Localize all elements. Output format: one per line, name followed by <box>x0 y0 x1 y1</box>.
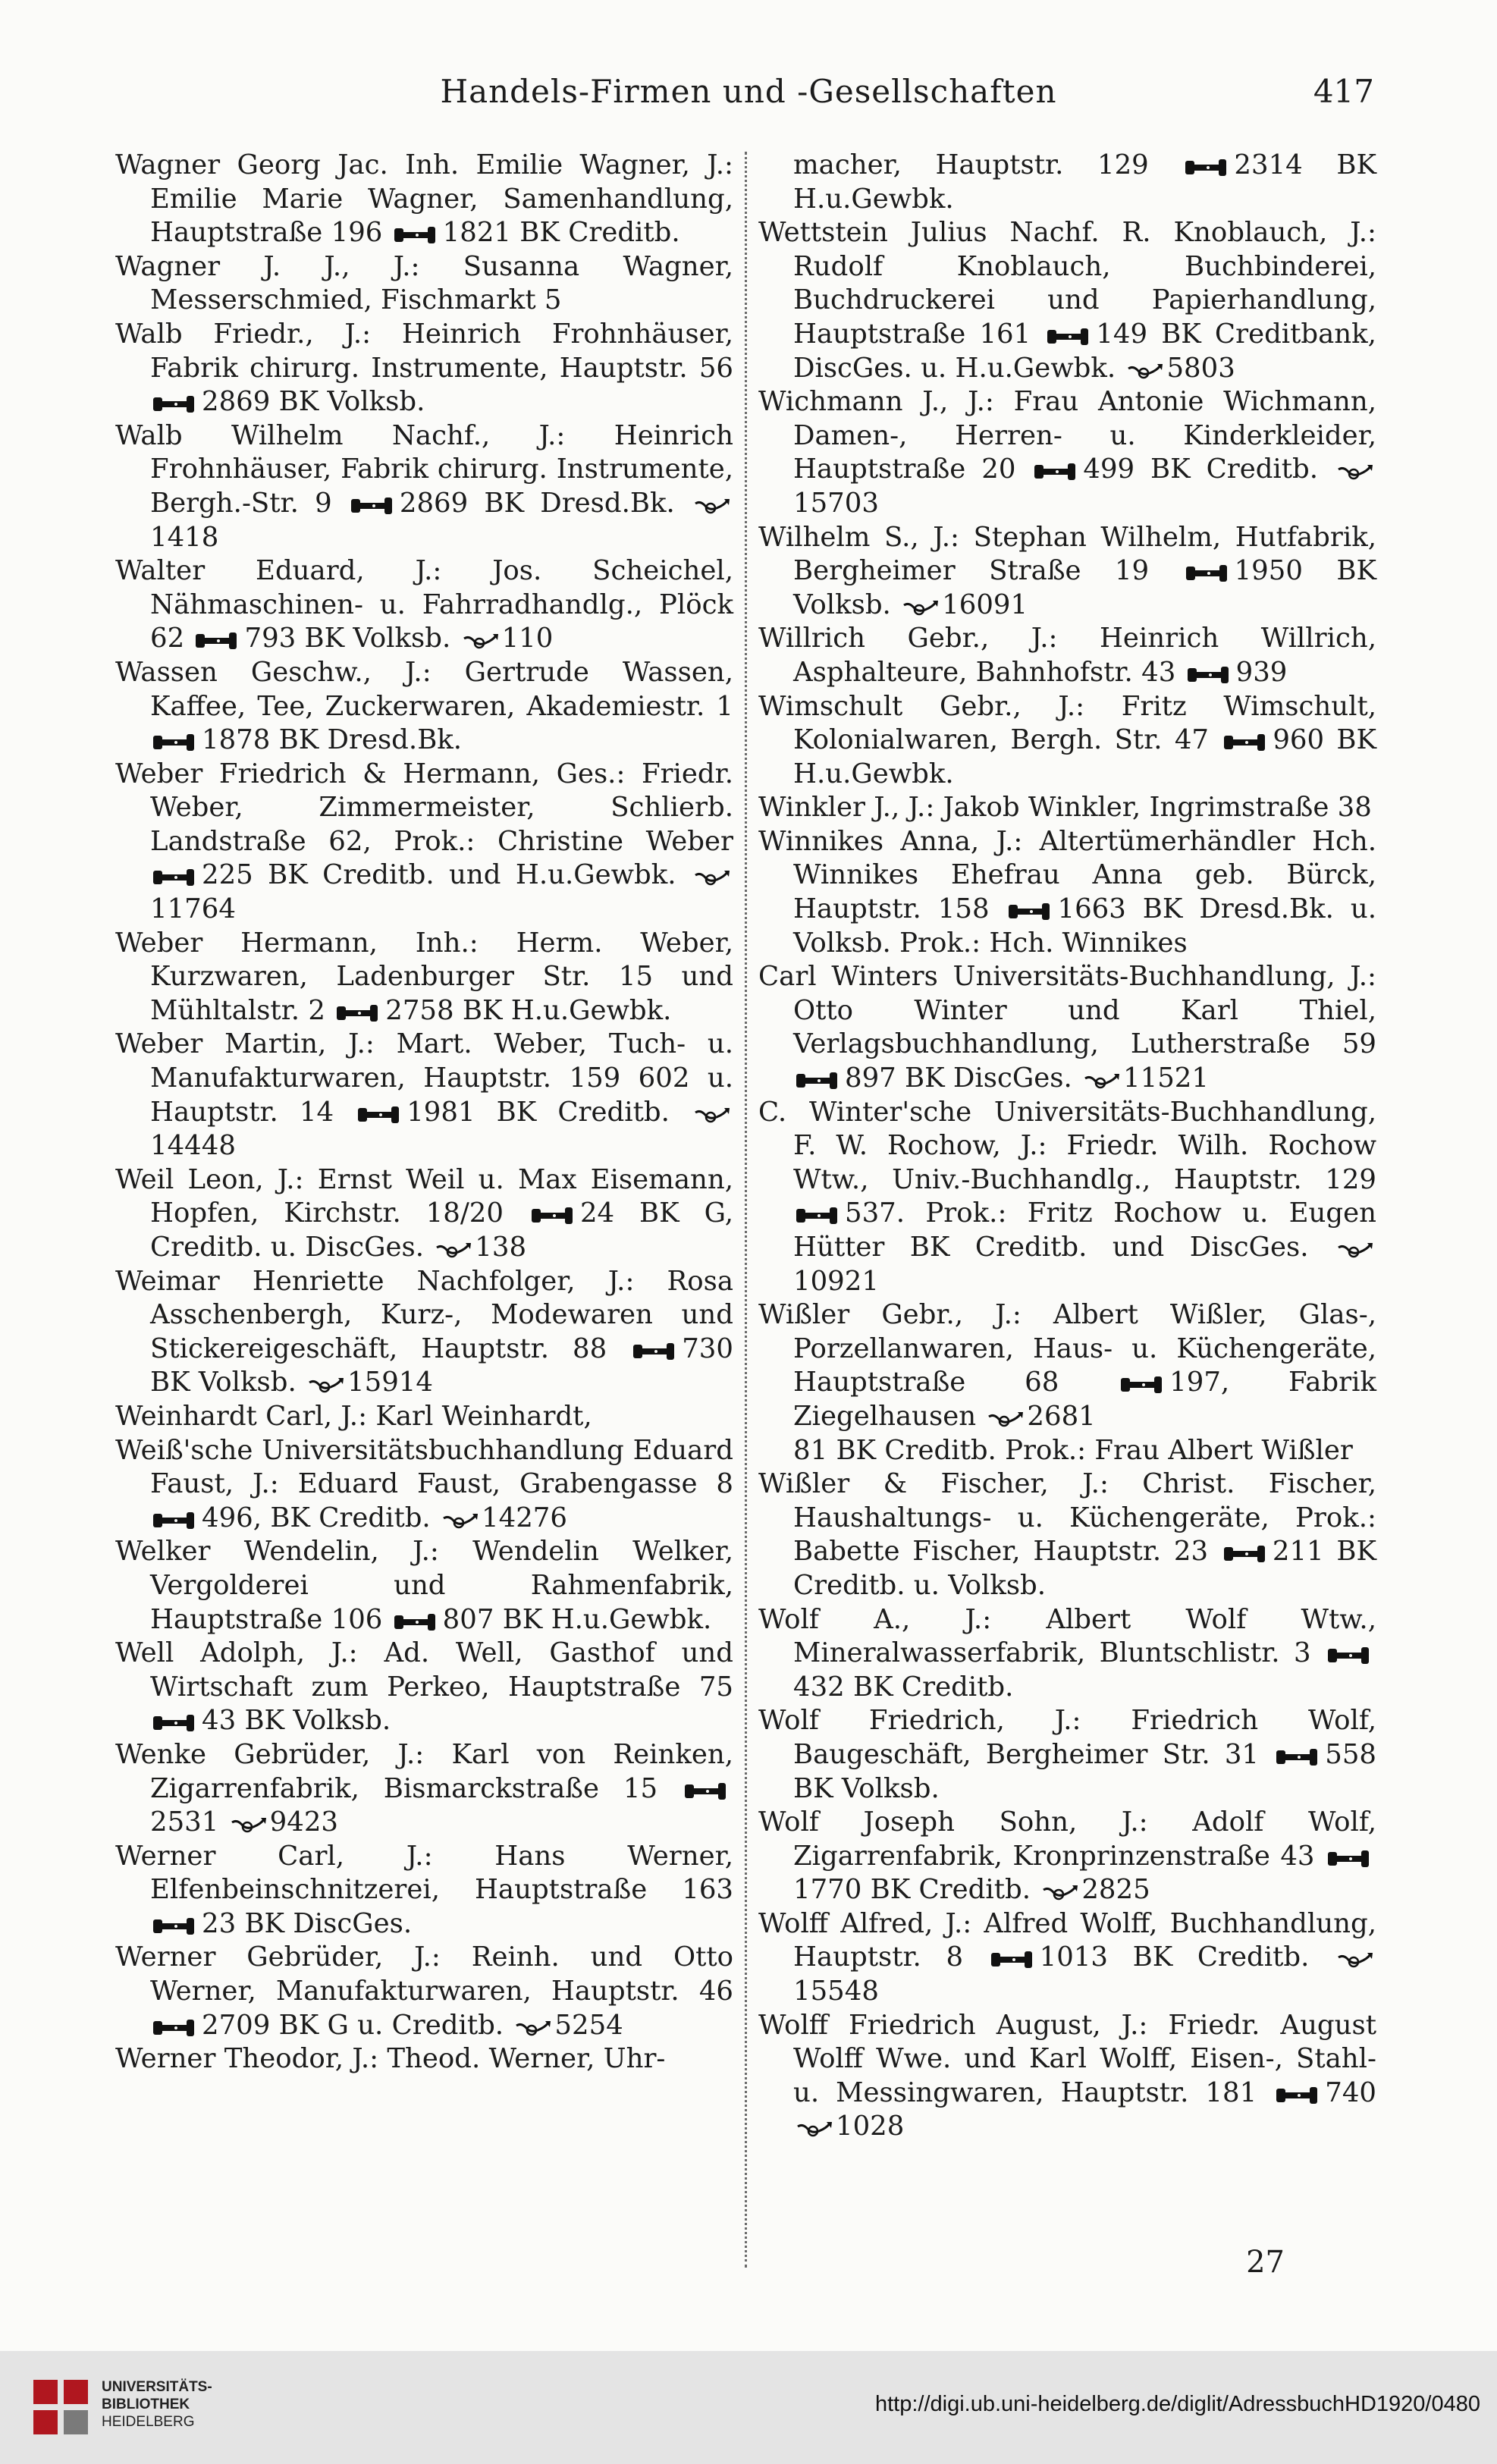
directory-entry <box>115 1028 733 1163</box>
entry-details: J.: Heinrich Willrich, Asphalteure, Bahnhofstr. 43 <box>793 623 1376 688</box>
entry-details: J.: Theod. Werner, Uhr- <box>352 2043 666 2075</box>
entry-details: J.: Fritz Wimschult, Kolonialwaren, Bergh. Str. 47 <box>793 690 1376 756</box>
posthorn-icon <box>987 1411 1024 1429</box>
telephone-icon <box>1328 1647 1373 1664</box>
directory-entry <box>758 1704 1376 1806</box>
telephone-icon <box>351 498 397 514</box>
entry-postcheck-number: 110 <box>501 623 554 654</box>
entry-phone-bank: 1770 BK Creditb. <box>793 1874 1031 1906</box>
library-line-2: BIBLIOTHEK <box>102 2397 190 2412</box>
entry-details: J.: Stephan Wilhelm, Hutfabrik, Bergheimer Straße 19 <box>793 521 1376 587</box>
entry-firm-name: Walb Friedr., <box>115 318 314 350</box>
entry-postcheck-number: 11521 <box>1123 1063 1209 1094</box>
entry-details: F. W. Rochow, J.: Friedr. Wilh. Rochow Wtw., Univ.-Buchhandlg., Hauptstr. 129 <box>793 1130 1376 1195</box>
page-header <box>0 65 1497 126</box>
posthorn-icon <box>1337 463 1373 482</box>
signature-number: 27 <box>1246 2245 1285 2280</box>
entry-postcheck-number: 5803 <box>1166 352 1235 384</box>
entry-firm-name: Welker Wendelin, <box>115 1536 379 1568</box>
entry-phone-bank: 211 BK Creditb. u. Volksb. <box>793 1536 1376 1601</box>
entry-details: J.: Jakob Winkler, Ingrimstraße 38 <box>908 792 1372 824</box>
entry-details: J.: Wendelin Welker, Vergolderei und Rahmenfabrik, Hauptstraße 106 <box>150 1536 733 1635</box>
entry-details: J.: Mart. Weber, Tuch- u. Manufakturwaren, Hauptstr. 159 602 u. Hauptstr. 14 <box>150 1028 734 1128</box>
entry-firm-name: Wolff Alfred, <box>758 1907 934 1939</box>
telephone-icon <box>1121 1376 1166 1393</box>
directory-entry <box>758 1907 1376 2009</box>
posthorn-icon <box>694 1106 730 1125</box>
entry-phone-bank: 537. Prok.: Fritz Rochow u. Eugen Hütter BK Creditb. und DiscGes. <box>793 1197 1376 1263</box>
entry-details: J.: Albert Wißler, Glas-, Porzellanwaren, Haus- u. Küchengeräte, Hauptstraße 68 <box>793 1299 1376 1398</box>
entry-details: J.: Frau Antonie Wichmann, Damen-, Herren- u. Kinderkleider, Hauptstraße 20 <box>793 386 1376 485</box>
telephone-icon <box>1009 903 1054 920</box>
entry-phone-bank: 149 BK Creditbank, DiscGes. u. H.u.Gewbk. <box>793 318 1376 384</box>
entry-firm-name: Wassen Geschw., <box>115 656 372 688</box>
entry-postcheck-number: 2825 <box>1081 1874 1150 1906</box>
directory-entry <box>758 791 1376 825</box>
entry-details: J.: Christ. Fischer, Haushaltungs- u. Küchengeräte, Prok.: Babette Fischer, Hauptstr. 23 <box>793 1468 1376 1568</box>
telephone-icon <box>1185 159 1231 176</box>
directory-entry <box>758 385 1376 520</box>
directory-entry <box>115 758 733 927</box>
directory-entry <box>758 1096 1376 1299</box>
entry-firm-name: Wolf Joseph Sohn, <box>758 1806 1078 1838</box>
entry-firm-name: Weber Hermann, <box>115 927 378 959</box>
entry-details: J.: Rosa Asschenbergh, Kurz-, Modewaren und Stickereigeschäft, Hauptstr. 88 <box>150 1265 733 1364</box>
entry-postcheck-number: 15914 <box>347 1367 433 1398</box>
entry-phone-bank: 2709 BK G u. Creditb. <box>202 2009 504 2041</box>
directory-entry <box>115 1434 733 1536</box>
directory-entry <box>758 1298 1376 1433</box>
entry-postcheck-number: 16091 <box>942 589 1028 620</box>
directory-entry <box>115 250 733 318</box>
directory-entry <box>758 1806 1376 1907</box>
entry-firm-name: Wenke Gebrüder, <box>115 1738 371 1770</box>
telephone-icon <box>153 734 199 751</box>
entry-postcheck-number: 10921 <box>793 1265 879 1297</box>
footer-bar <box>0 2351 1497 2464</box>
telephone-icon <box>1224 1546 1269 1562</box>
entry-phone-bank: 197, Fabrik Ziegelhausen <box>793 1367 1376 1432</box>
entry-firm-name: Werner Theodor, <box>115 2043 344 2075</box>
directory-entry <box>115 1265 733 1400</box>
entry-details: Ges.: Friedr. Weber, Zimmermeister, Schlierb. Landstraße 62, Prok.: Christine Weber <box>150 758 733 857</box>
entry-postcheck-number: 15703 <box>793 487 879 519</box>
right-column <box>758 149 1376 2144</box>
directory-entry <box>758 825 1376 960</box>
entry-firm-name: Weiß'sche Universitätsbuchhandlung Eduard Faust, <box>115 1434 733 1500</box>
source-url-link[interactable]: http://digi.ub.uni-heidelberg.de/diglit/AdressbuchHD1920/0480 <box>874 2392 1480 2416</box>
entry-firm-name: Weinhardt Carl, <box>115 1400 333 1432</box>
entry-firm-name: Wißler Gebr., <box>758 1299 964 1331</box>
posthorn-icon <box>1127 363 1163 381</box>
column-divider <box>745 152 747 2268</box>
entry-firm-name: Wichmann J., <box>758 386 949 418</box>
telephone-icon <box>685 1783 730 1800</box>
posthorn-icon <box>694 869 730 887</box>
entry-details: J.: Karl Weinhardt, <box>341 1400 592 1432</box>
entry-phone-bank: 1821 BK Creditb. <box>442 217 680 249</box>
entry-phone-bank: 2869 BK Dresd.Bk. <box>399 487 675 519</box>
entry-firm-name: Weimar Henriette Nachfolger, <box>115 1265 576 1297</box>
directory-entry <box>115 318 733 419</box>
entry-phone-bank: 730 BK Volksb. <box>150 1332 733 1398</box>
entry-details: J.: Rudolf Knoblauch, Buchbinderei, Buchdruckerei und Papierhandlung, Hauptstraße 161 <box>793 217 1376 350</box>
posthorn-icon <box>694 498 730 516</box>
entry-details: J.: Heinrich Frohnhäuser, Fabrik chirurg. Instrumente, Hauptstr. 56 <box>150 318 733 384</box>
entry-phone-bank: 2869 BK Volksb. <box>202 386 425 418</box>
directory-entry <box>758 216 1376 385</box>
entry-details: J.: Ernst Weil u. Max Eisemann, Hopfen, Kirchstr. 18/20 <box>150 1163 733 1229</box>
entry-phone-bank: 24 BK G, Creditb. u. DiscGes. <box>150 1197 733 1263</box>
directory-entry <box>115 1637 733 1738</box>
telephone-icon <box>991 1951 1037 1968</box>
directory-entry <box>115 419 733 554</box>
entry-phone-bank: 897 BK DiscGes. <box>845 1063 1072 1094</box>
entry-firm-name: Wißler & Fischer, <box>758 1468 1049 1500</box>
entry-firm-name: Wolf Friedrich, <box>758 1705 1005 1737</box>
entry-firm-name: Weber Friedrich & Hermann, <box>115 758 541 789</box>
telephone-icon <box>153 869 199 886</box>
entry-phone-bank: 807 BK H.u.Gewbk. <box>442 1603 712 1635</box>
telephone-icon <box>153 396 199 413</box>
entry-phone-bank: 1663 BK Dresd.Bk. u. Volksb. Prok.: Hch. Winnikes <box>793 893 1376 959</box>
entry-firm-name: Weber Martin, <box>115 1028 327 1060</box>
directory-entry <box>115 927 733 1028</box>
directory-entry <box>115 1535 733 1637</box>
entry-firm-name: Werner Gebrüder, <box>115 1941 384 1973</box>
directory-entry <box>758 1603 1376 1705</box>
library-line-1: UNIVERSITÄTS- <box>102 2379 212 2395</box>
entry-postcheck-number: 2681 <box>1027 1400 1096 1432</box>
directory-entry <box>115 149 733 250</box>
directory-entry <box>758 960 1376 1095</box>
entry-postcheck-number: 1418 <box>150 521 219 553</box>
entry-phone-bank: 2314 BK H.u.Gewbk. <box>793 149 1376 215</box>
posthorn-icon <box>515 2020 551 2038</box>
entry-postcheck-number: 9423 <box>269 1806 339 1838</box>
entry-firm-name: Wagner Georg Jac. <box>115 149 388 180</box>
directory-entry <box>115 1738 733 1840</box>
entry-firm-name: Wimschult Gebr., <box>758 690 1022 722</box>
entry-firm-name: Winnikes Anna, <box>758 825 980 857</box>
left-column <box>115 149 733 2076</box>
entry-firm-name: Carl Winters Universitäts-Buchhandlung, <box>758 961 1335 993</box>
directory-entry <box>115 656 733 758</box>
telephone-icon <box>1328 1850 1373 1867</box>
directory-entry <box>758 149 1376 216</box>
entry-firm-name: Walter Eduard, <box>115 555 365 587</box>
entry-postcheck-number: 5254 <box>554 2009 623 2041</box>
entry-firm-name: Wilhelm S., <box>758 521 919 553</box>
telephone-icon <box>153 2020 199 2036</box>
directory-entry <box>758 690 1376 792</box>
entry-phone-bank: 1013 BK Creditb. <box>1039 1941 1310 1973</box>
directory-entry <box>115 1941 733 2042</box>
entry-details: J.: Altertümerhändler Hch. Winnikes Ehefrau Anna geb. Bürck, Hauptstr. 158 <box>793 825 1376 925</box>
entry-firm-name: Willrich Gebr., <box>758 623 990 654</box>
entry-details: 81 BK Creditb. Prok.: Frau Albert Wißler <box>793 1434 1353 1466</box>
entry-details: J.: Heinrich Frohnhäuser, Fabrik chirurg. Instrumente, Bergh.-Str. 9 <box>150 419 733 519</box>
telephone-icon <box>1224 734 1269 751</box>
entry-phone-bank: 793 BK Volksb. <box>244 623 451 654</box>
entry-firm-name: Wolf A., <box>758 1603 911 1635</box>
entry-details: J.: Otto Winter und Karl Thiel, Verlagsbuchhandlung, Lutherstraße 59 <box>793 961 1376 1060</box>
entry-firm-name: Werner Carl, <box>115 1840 345 1872</box>
entry-firm-name: Well Adolph, <box>115 1637 306 1669</box>
entry-details: J.: Ad. Well, Gasthof und Wirtschaft zum Perkeo, Hauptstraße 75 <box>150 1637 733 1703</box>
posthorn-icon <box>463 632 499 651</box>
telephone-icon <box>358 1106 403 1123</box>
entry-postcheck-number: 14448 <box>150 1130 236 1162</box>
entry-firm-name: Walb Wilhelm Nachf., <box>115 419 491 451</box>
entry-phone-bank: 499 BK Creditb. <box>1083 454 1319 485</box>
telephone-icon <box>153 1918 199 1935</box>
entry-firm-name: Wolff Friedrich August, <box>758 2009 1101 2041</box>
entry-details: J.: Susanna Wagner, Messerschmied, Fischmarkt 5 <box>150 250 733 316</box>
entry-details: J.: Gertrude Wassen, Kaffee, Tee, Zuckerwaren, Akademiestr. 1 <box>150 656 733 722</box>
entry-phone-bank: 43 BK Volksb. <box>202 1705 391 1737</box>
directory-entry <box>758 521 1376 623</box>
entry-phone-bank: 1981 BK Creditb. <box>406 1096 670 1128</box>
entry-phone-bank: 740 <box>1325 2076 1376 2108</box>
directory-entry <box>115 2042 733 2076</box>
entry-details: J.: Alfred Wolff, Buchhandlung, Hauptstr. 8 <box>793 1907 1376 1973</box>
telephone-icon <box>796 1072 842 1089</box>
page-title: Handels-Firmen und -Gesellschaften <box>440 73 1057 110</box>
entry-postcheck-number: 11764 <box>150 893 236 925</box>
entry-postcheck-number: 138 <box>475 1232 527 1263</box>
page-number-top: 417 <box>1313 73 1374 110</box>
posthorn-icon <box>231 1816 267 1835</box>
telephone-icon <box>1188 667 1233 683</box>
entry-firm-name: Weil Leon, <box>115 1163 264 1195</box>
entry-details: J.: Eduard Faust, Grabengasse 8 <box>253 1468 734 1500</box>
telephone-icon <box>532 1207 577 1224</box>
entry-firm-name: Wettstein Julius Nachf. R. Knoblauch, <box>758 217 1328 249</box>
entry-details: J.: Hans Werner, Elfenbeinschnitzerei, Hauptstraße 163 <box>150 1840 733 1906</box>
telephone-icon <box>633 1343 679 1360</box>
posthorn-icon <box>1042 1884 1078 1902</box>
entry-postcheck-number: 1028 <box>836 2111 905 2142</box>
entry-phone-bank: 2531 <box>150 1806 219 1838</box>
telephone-icon <box>1276 2087 1322 2104</box>
entry-details: J.: Albert Wolf Wtw., Mineralwasserfabrik, Bluntschlistr. 3 <box>793 1603 1376 1669</box>
telephone-icon <box>153 1715 199 1731</box>
entry-phone-bank: 496, BK Creditb. <box>202 1502 431 1533</box>
entry-firm-name: Winkler J., <box>758 792 900 824</box>
entry-details: Inh. Emilie Wagner, J.: Emilie Marie Wagner, Samenhandlung, Hauptstraße 196 <box>150 149 733 249</box>
posthorn-icon <box>435 1241 472 1260</box>
entry-details: J.: Reinh. und Otto Werner, Manufakturwaren, Hauptstr. 46 <box>150 1941 733 2007</box>
entry-phone-bank: 960 BK H.u.Gewbk. <box>793 724 1376 789</box>
entry-firm-name: C. Winter'sche Universitäts-Buchhandlung, <box>758 1096 1376 1128</box>
entry-details: Inh.: Herm. Weber, Kurzwaren, Ladenburger Str. 15 und Mühltalstr. 2 <box>150 927 733 1026</box>
telephone-icon <box>153 1512 199 1529</box>
directory-entry <box>115 1840 733 1941</box>
telephone-icon <box>1047 328 1093 345</box>
entry-details: J.: Jos. Scheichel, Nähmaschinen- u. Fahrradhandlg., Plöck 62 <box>150 555 733 654</box>
directory-entry <box>115 554 733 656</box>
entry-details: macher, Hauptstr. 129 <box>793 149 1149 180</box>
posthorn-icon <box>902 599 939 617</box>
telephone-icon <box>394 1614 440 1631</box>
entry-phone-bank: 2758 BK H.u.Gewbk. <box>385 994 672 1026</box>
library-name <box>102 2378 212 2431</box>
entry-phone-bank: 1878 BK Dresd.Bk. <box>202 724 463 756</box>
directory-entry <box>758 2009 1376 2144</box>
entry-details: J.: Adolf Wolf, Zigarrenfabrik, Kronprinzenstraße 43 <box>793 1806 1377 1872</box>
telephone-icon <box>1276 1749 1322 1766</box>
entry-details: J.: Karl von Reinken, Zigarrenfabrik, Bismarckstraße 15 <box>150 1738 733 1804</box>
entry-postcheck-number: 14276 <box>482 1502 567 1533</box>
posthorn-icon <box>442 1512 479 1530</box>
library-line-3: HEIDELBERG <box>102 2414 195 2430</box>
entry-phone-bank: 23 BK DiscGes. <box>202 1907 413 1939</box>
library-logo-icon <box>30 2377 91 2437</box>
posthorn-icon <box>1337 1241 1373 1260</box>
entry-firm-name: Wagner J. J., <box>115 250 350 282</box>
directory-entry <box>758 1467 1376 1602</box>
posthorn-icon <box>1337 1951 1373 1970</box>
entry-phone-bank: 1950 BK Volksb. <box>793 555 1376 620</box>
posthorn-icon <box>796 2120 833 2139</box>
posthorn-icon <box>308 1376 344 1395</box>
directory-entry <box>758 1434 1376 1468</box>
telephone-icon <box>796 1207 842 1224</box>
telephone-icon <box>1034 463 1080 480</box>
telephone-icon <box>1186 565 1232 582</box>
entry-phone-bank: 558 BK Volksb. <box>793 1738 1376 1804</box>
entry-details: J.: Friedrich Wolf, Baugeschäft, Bergheimer Str. 31 <box>793 1705 1376 1770</box>
telephone-icon <box>394 227 440 243</box>
posthorn-icon <box>1084 1072 1120 1091</box>
entry-phone-bank: 939 <box>1235 656 1288 688</box>
directory-entry <box>115 1163 733 1265</box>
entry-phone-bank: 432 BK Creditb. <box>793 1671 1014 1703</box>
directory-entry <box>758 622 1376 689</box>
entry-phone-bank: 225 BK Creditb. und H.u.Gewbk. <box>202 859 676 891</box>
entry-details: J.: Friedr. August Wolff Wwe. und Karl Wolff, Eisen-, Stahl- u. Messingwaren, Hauptstr. 181 <box>793 2009 1377 2108</box>
telephone-icon <box>337 1005 382 1022</box>
entry-postcheck-number: 15548 <box>793 1976 879 2007</box>
telephone-icon <box>196 632 241 649</box>
directory-entry <box>115 1400 733 1434</box>
